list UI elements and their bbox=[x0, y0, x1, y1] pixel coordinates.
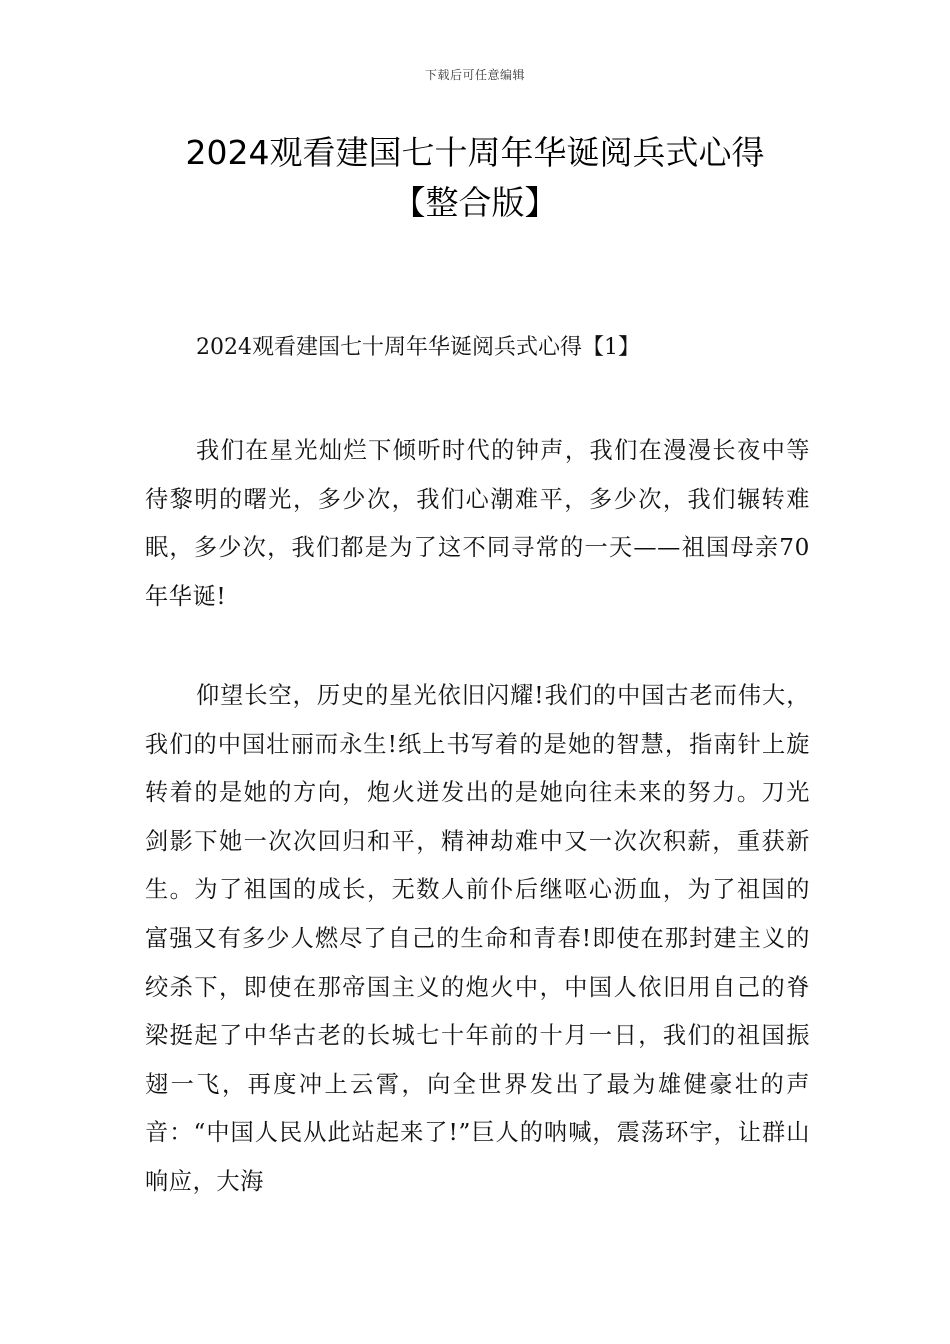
header-note: 下载后可任意编辑 bbox=[424, 68, 525, 82]
section-heading: 2024观看建国七十周年华诞阅兵式心得【1】 bbox=[196, 335, 640, 360]
body-paragraph-1: 我们在星光灿烂下倾听时代的钟声，我们在漫漫长夜中等待黎明的曙光，多少次，我们心潮难平，多少次，我们辗转难眠，多少次，我们都是为了这不同寻常的一天——祖国母亲70年华诞! bbox=[145, 437, 810, 610]
body-paragraph-2: 仰望长空，历史的星光依旧闪耀!我们的中国古老而伟大，我们的中国壮丽而永生!纸上书写着的是她的智慧，指南针上旋转着的是她的方向，炮火迸发出的是她向往未来的努力。刀光剑影下她一次次回归和平，精神劫难中又一次次积薪，重获新生。为了祖国的成长，无数人前仆后继呕心沥血，为了祖国的富强又有多少人燃尽了自己的生命和青春!即使在那封建主义的绞杀下，即使在那帝国主义的炮火中，中国人依旧用自己的脊梁挺起了中华古老的长城七十年前的十月一日，我们的祖国振翅一飞，再度冲上云霄，向全世界发出了最为雄健豪壮的声音：“中国人民从此站起来了!”巨人的呐喊，震荡环宇，让群山响应，大海 bbox=[145, 682, 810, 1195]
document-title-line-2: 【整合版】 bbox=[392, 183, 558, 222]
document-title-line-1: 2024观看建国七十周年华诞阅兵式心得 bbox=[185, 133, 765, 172]
document-title bbox=[100, 128, 850, 228]
